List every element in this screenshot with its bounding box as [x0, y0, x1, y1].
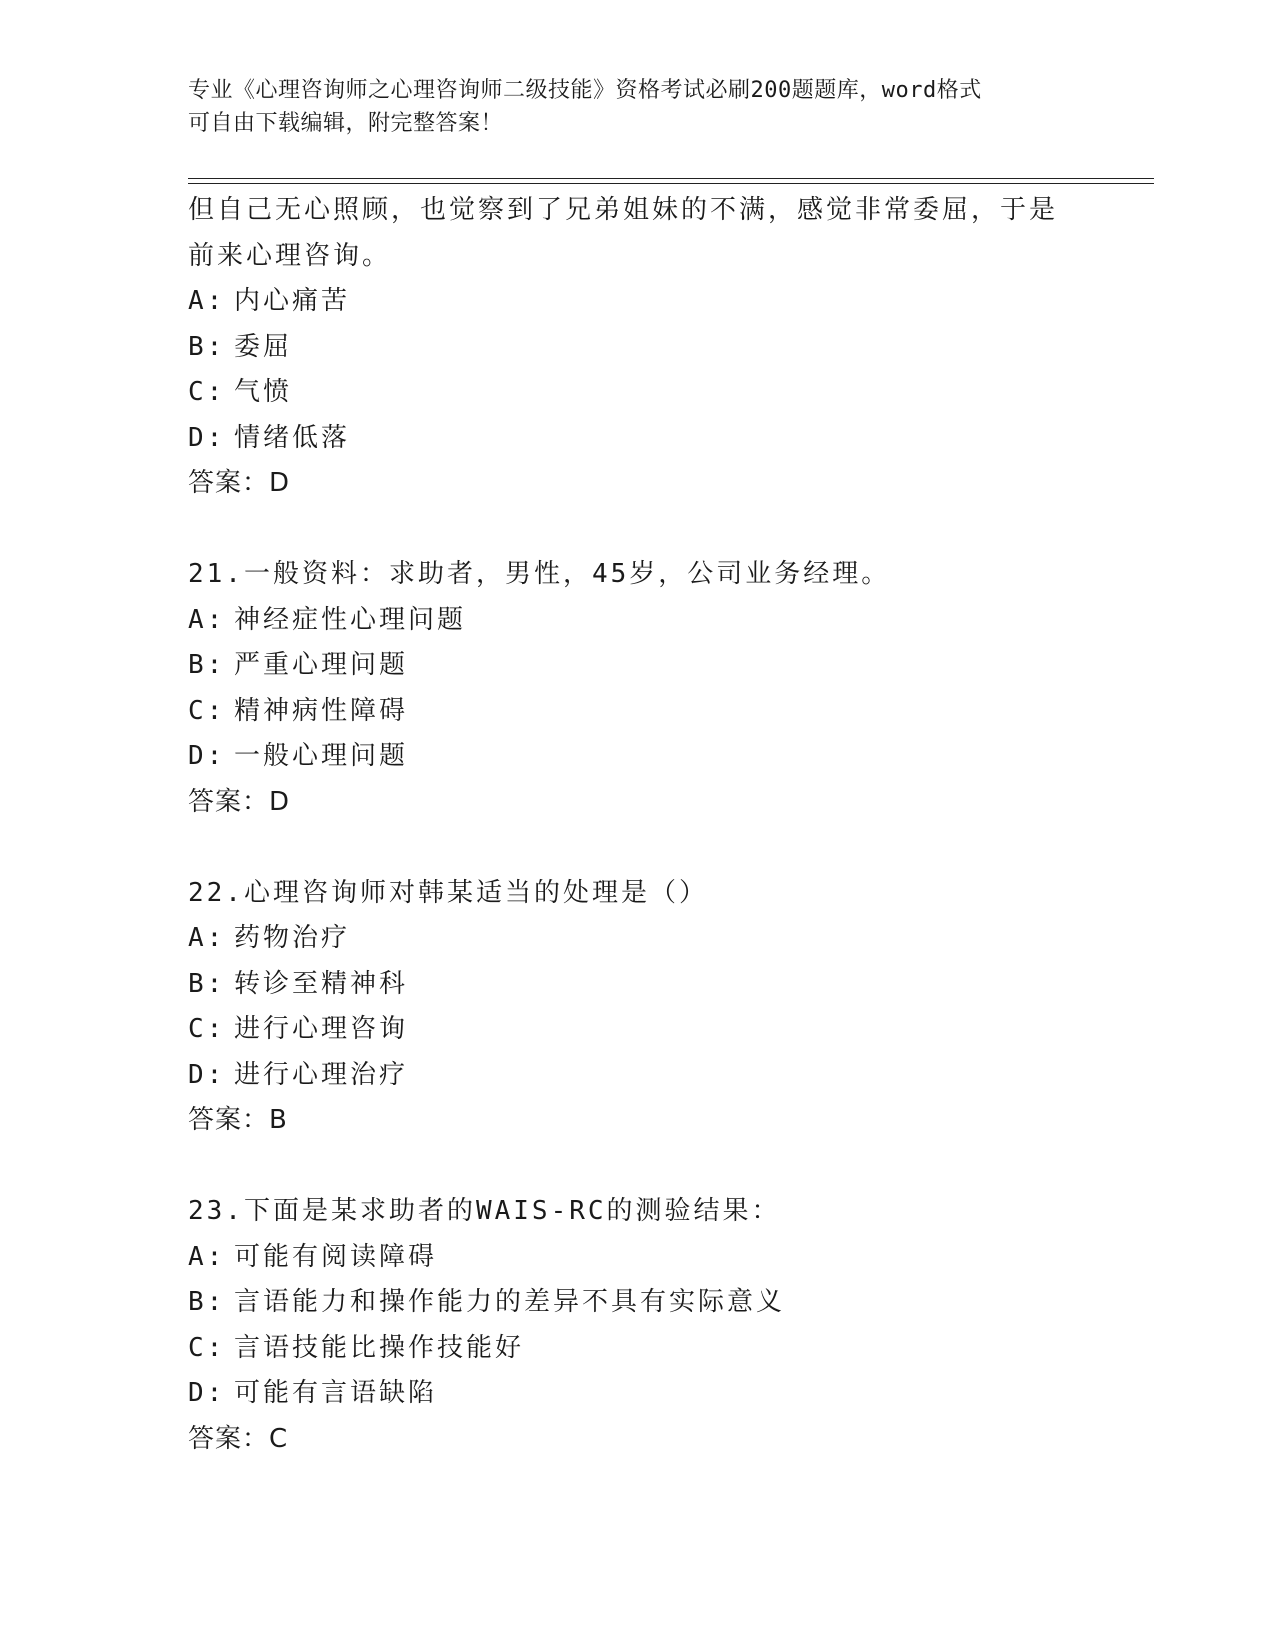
option-a	[188, 279, 1108, 325]
option-letter: C:	[188, 695, 226, 726]
question-stem-line: 但自己无心照顾，也觉察到了兄弟姐妹的不满，感觉非常委屈，于是	[188, 195, 1059, 225]
option-a	[188, 598, 1108, 644]
question-stem: 23.下面是某求助者的WAIS-RC的测验结果：	[188, 1196, 781, 1226]
option-c	[188, 1326, 1108, 1372]
header-divider-bottom	[188, 183, 1154, 184]
option-letter: C:	[188, 377, 226, 407]
option-text: 气愤	[234, 377, 293, 407]
option-text: 言语技能比操作技能好	[234, 1332, 525, 1363]
option-b	[188, 962, 1108, 1008]
option-b	[188, 1280, 1108, 1326]
option-c	[188, 689, 1108, 735]
option-letter: A:	[188, 286, 226, 316]
question-stem: 22.心理咨询师对韩某适当的处理是（）	[188, 877, 708, 908]
question-list	[188, 188, 1108, 1462]
option-d	[188, 416, 1108, 462]
option-text: 一般心理问题	[234, 741, 409, 771]
answer-line: 答案：B	[188, 1105, 288, 1135]
question-block-23	[188, 1189, 1108, 1462]
spacer	[188, 825, 1108, 871]
option-d	[188, 1053, 1108, 1099]
question-stem: 21.一般资料：求助者，男性，45岁，公司业务经理。	[188, 559, 891, 589]
option-d	[188, 1371, 1108, 1417]
option-d	[188, 734, 1108, 780]
header-title-line-2: 可自由下载编辑，附完整答案！	[188, 111, 504, 136]
option-text: 可能有阅读障碍	[234, 1241, 438, 1272]
option-letter: B:	[188, 968, 226, 999]
option-text: 情绪低落	[234, 422, 351, 453]
option-text: 转诊至精神科	[234, 968, 409, 999]
option-a	[188, 916, 1108, 962]
option-b	[188, 325, 1108, 371]
question-block-21	[188, 552, 1108, 825]
option-letter: A:	[188, 604, 226, 635]
option-text: 严重心理问题	[234, 650, 409, 680]
header-divider-top	[188, 178, 1154, 179]
option-text: 内心痛苦	[234, 286, 351, 316]
answer-line: 答案：D	[188, 786, 291, 817]
option-letter: C:	[188, 1332, 226, 1363]
header-title-line-1: 专业《心理咨询师之心理咨询师二级技能》资格考试必刷200题题库，word格式	[188, 78, 982, 103]
option-letter: D:	[188, 422, 226, 453]
option-text: 进行心理治疗	[234, 1059, 409, 1090]
option-c	[188, 370, 1108, 416]
answer-line: 答案：D	[188, 468, 291, 498]
option-text: 精神病性障碍	[234, 695, 409, 726]
answer-line: 答案：C	[188, 1423, 289, 1454]
option-letter: B:	[188, 1287, 226, 1317]
option-text: 进行心理咨询	[234, 1014, 409, 1044]
option-letter: D:	[188, 1059, 226, 1090]
option-c	[188, 1007, 1108, 1053]
option-letter: B:	[188, 331, 226, 362]
option-text: 委屈	[234, 331, 293, 362]
option-letter: C:	[188, 1014, 226, 1044]
option-text: 药物治疗	[234, 923, 351, 953]
spacer	[188, 507, 1108, 553]
option-text: 言语能力和操作能力的差异不具有实际意义	[234, 1287, 786, 1317]
document-header	[188, 74, 1088, 140]
option-b	[188, 643, 1108, 689]
question-block-continuation	[188, 188, 1108, 507]
question-block-22	[188, 871, 1108, 1144]
option-letter: D:	[188, 1378, 226, 1408]
option-text: 神经症性心理问题	[234, 604, 467, 635]
option-letter: B:	[188, 650, 226, 680]
option-letter: A:	[188, 923, 226, 953]
option-a	[188, 1235, 1108, 1281]
option-letter: D:	[188, 741, 226, 771]
question-stem-line: 前来心理咨询。	[188, 240, 392, 271]
spacer	[188, 1144, 1108, 1190]
option-letter: A:	[188, 1241, 226, 1272]
option-text: 可能有言语缺陷	[234, 1378, 438, 1408]
